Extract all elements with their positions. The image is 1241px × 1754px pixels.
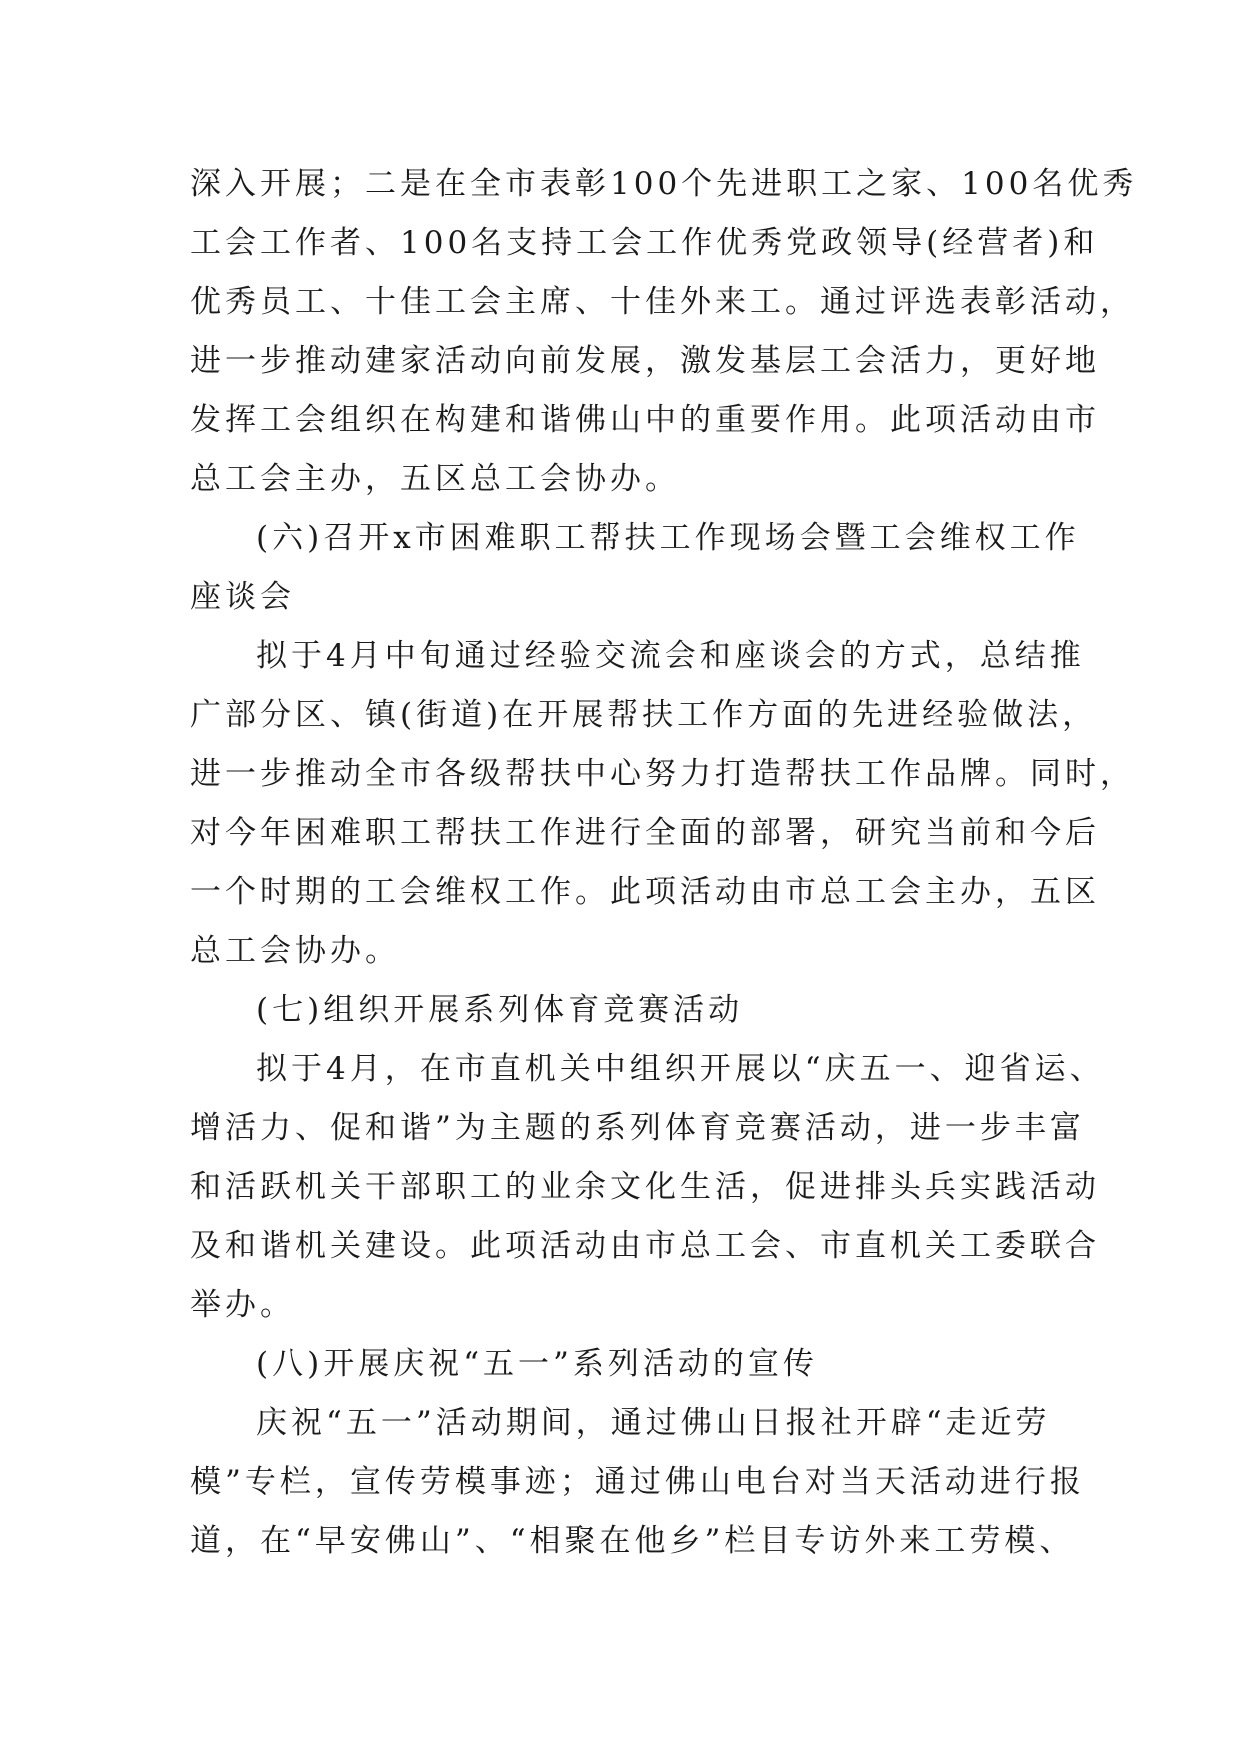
text-line: 广部分区、镇(街道)在开展帮扶工作方面的先进经验做法， (190, 697, 1098, 733)
section-heading: (八)开展庆祝“五一”系列活动的宣传 (256, 1346, 818, 1382)
text-line: 对今年困难职工帮扶工作进行全面的部署，研究当前和今后 (190, 815, 1100, 851)
paragraph-start: 庆祝“五一”活动期间，通过佛山日报社开辟“走近劳 (256, 1405, 1051, 1441)
section-heading-continued: 座谈会 (190, 579, 295, 615)
text-line: 模”专栏，宣传劳模事迹；通过佛山电台对当天活动进行报 (190, 1464, 1085, 1500)
text-line: 道，在“早安佛山”、“相聚在他乡”栏目专访外来工劳模、 (190, 1523, 1075, 1559)
document-body (190, 155, 1138, 1571)
text-line: 和活跃机关干部职工的业余文化生活，促进排头兵实践活动 (190, 1169, 1100, 1205)
text-line: 增活力、促和谐”为主题的系列体育竞赛活动，进一步丰富 (190, 1110, 1085, 1146)
text-line: 总工会协办。 (190, 933, 400, 969)
paragraph-start: 拟于4月，在市直机关中组织开展以“庆五一、迎省运、 (256, 1051, 1105, 1087)
text-line: 深入开展；二是在全市表彰100个先进职工之家、100名优秀 (190, 166, 1138, 202)
text-line: 进一步推动全市各级帮扶中心努力打造帮扶工作品牌。同时， (190, 756, 1135, 792)
paragraph-start: 拟于4月中旬通过经验交流会和座谈会的方式，总结推 (256, 638, 1085, 674)
text-line: 优秀员工、十佳工会主席、十佳外来工。通过评选表彰活动， (190, 284, 1135, 320)
text-line: 及和谐机关建设。此项活动由市总工会、市直机关工委联合 (190, 1228, 1100, 1264)
section-heading: (七)组织开展系列体育竞赛活动 (256, 992, 744, 1028)
section-heading: (六)召开x市困难职工帮扶工作现场会暨工会维权工作 (256, 520, 1080, 556)
text-line: 总工会主办，五区总工会协办。 (190, 461, 680, 497)
text-line: 工会工作者、100名支持工会工作优秀党政领导(经营者)和 (190, 225, 1099, 261)
text-line: 进一步推动建家活动向前发展，激发基层工会活力，更好地 (190, 343, 1100, 379)
text-line: 发挥工会组织在构建和谐佛山中的重要作用。此项活动由市 (190, 402, 1100, 438)
text-line: 举办。 (190, 1287, 295, 1323)
text-line: 一个时期的工会维权工作。此项活动由市总工会主办，五区 (190, 874, 1100, 910)
